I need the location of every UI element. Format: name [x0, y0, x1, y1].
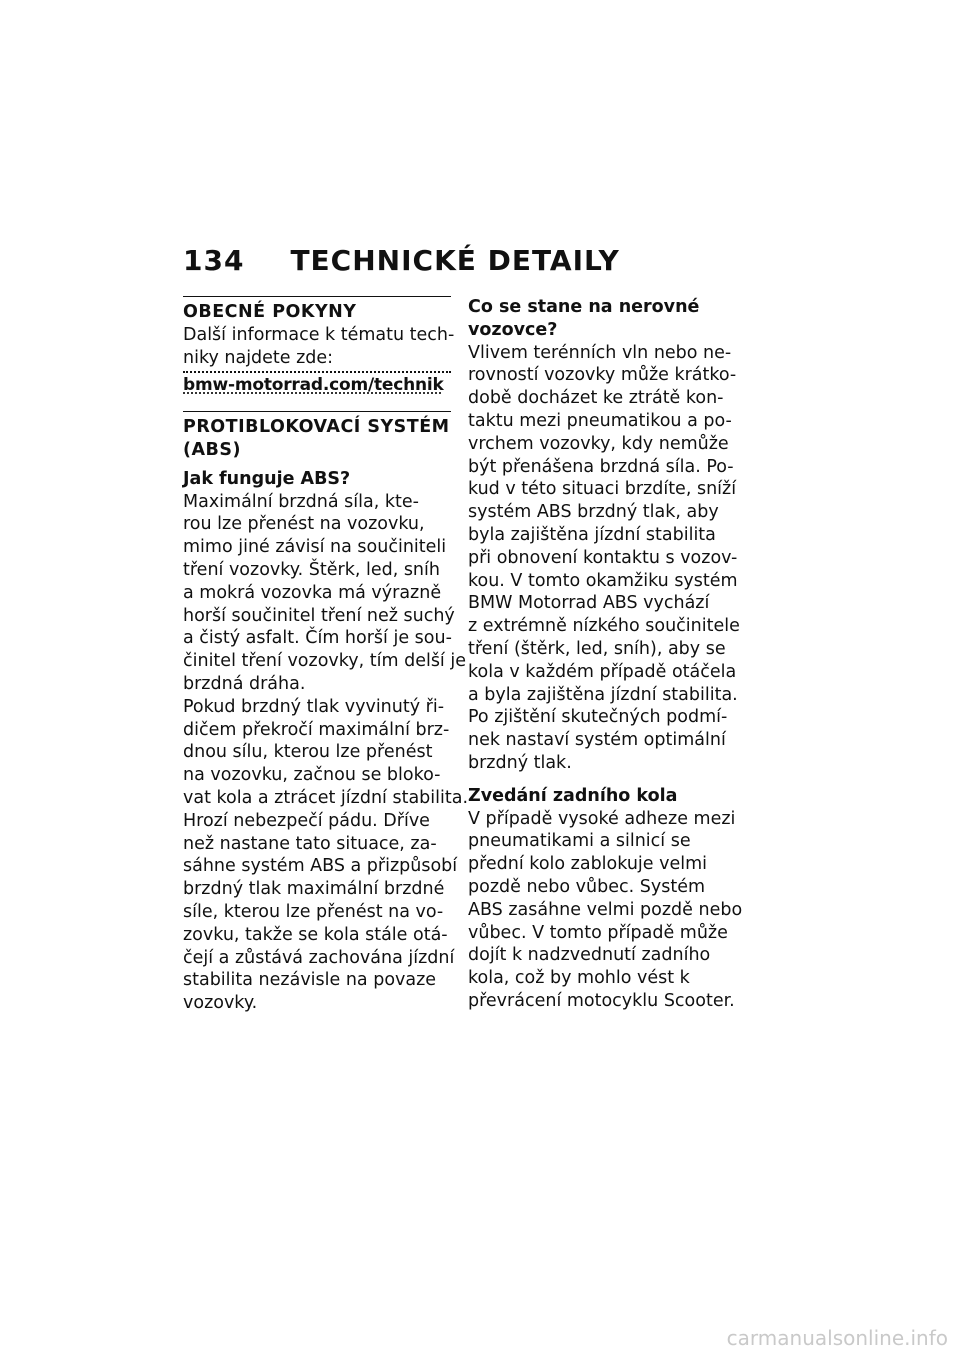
text-line: vrchem vozovky, kdy nemůže	[468, 433, 729, 454]
how-abs-works-text	[183, 491, 469, 1015]
subheading-rear-wheel-lift: Zvedání zadního kola	[468, 785, 678, 806]
subheading-how-abs-works: Jak funguje ABS?	[183, 468, 351, 489]
text-line: kola, což by mohlo vést k	[468, 968, 690, 989]
text-line: Maximální brzdná síla, kte-	[183, 491, 419, 512]
text-line: činitel tření vozovky, tím delší je	[183, 651, 466, 672]
text-line: rovností vozovky může krátko-	[468, 365, 737, 386]
text-line: pozdě nebo vůbec. Systém	[468, 876, 706, 897]
text-line: ABS zasáhne velmi pozdě nebo	[468, 899, 743, 920]
uneven-road-text	[468, 342, 740, 775]
text-line: pneumatikami a silnicí se	[468, 831, 691, 852]
subheading-uneven-road	[468, 296, 736, 342]
text-line: niky najdete zde:	[183, 347, 334, 368]
section-heading-general: OBECNÉ POKYNY	[183, 302, 357, 322]
text-line: vozovky.	[183, 993, 258, 1014]
text-line: převrácení motocyklu Scooter.	[468, 990, 735, 1011]
text-line: BMW Motorrad ABS vychází	[468, 593, 710, 614]
left-column	[183, 296, 469, 1015]
text-line: dnou sílu, kterou lze přenést	[183, 742, 433, 763]
watermark: carmanualsonline.info	[726, 1326, 948, 1350]
text-line: době docházet ke ztrátě kon-	[468, 388, 724, 409]
text-line: tření vozovky. Štěrk, led, sníh	[183, 559, 440, 580]
text-line: Vlivem terénních vln nebo ne-	[468, 342, 732, 363]
text-line: při obnovení kontaktu s vozov-	[468, 547, 738, 568]
text-line: tření (štěrk, led, sníh), aby se	[468, 638, 726, 659]
text-line: dičem překročí maximální brz-	[183, 719, 450, 740]
text-line: přední kolo zablokuje velmi	[468, 854, 708, 875]
text-line: taktu mezi pneumatikou a po-	[468, 410, 732, 431]
text-line: brzdná dráha.	[183, 673, 306, 694]
text-line: než nastane tato situace, za-	[183, 833, 437, 854]
text-line: Hrozí nebezpečí pádu. Dříve	[183, 810, 430, 831]
text-line: Po zjištění skutečných podmí-	[468, 707, 728, 728]
text-line: brzdný tlak.	[468, 752, 572, 773]
text-line: a mokrá vozovka má výrazně	[183, 582, 442, 603]
text-line: vat kola a ztrácet jízdní stabilita.	[183, 787, 469, 808]
text-line: z extrémně nízkého součinitele	[468, 616, 740, 637]
section-divider	[183, 411, 451, 412]
rear-wheel-lift-text	[468, 808, 743, 1013]
heading-line: PROTIBLOKOVACÍ SYSTÉM	[183, 417, 450, 438]
text-line: kola v každém případě otáčela	[468, 661, 737, 682]
text-line: na vozovku, začnou se bloko-	[183, 765, 441, 786]
page-number: 134	[183, 244, 245, 277]
text-line: zovku, takže se kola stále otá-	[183, 924, 448, 945]
text-line: nek nastaví systém optimální	[468, 730, 726, 751]
technik-link[interactable]: bmw-motorrad.com/technik	[183, 371, 451, 397]
text-line: kud v této situaci brzdíte, sníží	[468, 479, 737, 500]
heading-line: Co se stane na nerovné	[468, 297, 700, 317]
text-line: vůbec. V tomto případě může	[468, 922, 728, 943]
text-line: stabilita nezávisle na povaze	[183, 970, 437, 991]
text-line: být přenášena brzdná síla. Po-	[468, 456, 734, 477]
text-line: mimo jiné závisí na součiniteli	[183, 537, 447, 558]
text-line: V případě vysoké adheze mezi	[468, 808, 736, 829]
text-line: síle, kterou lze přenést na vo-	[183, 901, 444, 922]
text-line: Další informace k tématu tech-	[183, 324, 455, 345]
heading-line: (ABS)	[183, 439, 241, 460]
text-line: horší součinitel tření než suchý	[183, 605, 455, 626]
text-line: brzdný tlak maximální brzdné	[183, 879, 445, 900]
text-line: dojít k nadzvednutí zadního	[468, 945, 711, 966]
general-notes-text	[183, 324, 455, 370]
text-line: a čistý asfalt. Čím horší je sou-	[183, 628, 452, 649]
section-heading-abs	[183, 414, 451, 462]
text-line: sáhne systém ABS a přizpůsobí	[183, 856, 458, 877]
text-line: rou lze přenést na vozovku,	[183, 514, 425, 535]
text-line: a byla zajištěna jízdní stabilita.	[468, 684, 738, 705]
page-title: TECHNICKÉ DETAILY	[290, 244, 620, 277]
text-line: kou. V tomto okamžiku systém	[468, 570, 738, 591]
text-line: byla zajištěna jízdní stabilita	[468, 524, 716, 545]
heading-line: vozovce?	[468, 319, 558, 340]
text-line: Pokud brzdný tlak vyvinutý ři-	[183, 696, 445, 717]
text-line: systém ABS brzdný tlak, aby	[468, 502, 719, 523]
text-line: čejí a zůstává zachována jízdní	[183, 947, 455, 968]
section-divider	[183, 296, 451, 297]
right-column	[468, 296, 743, 1013]
page-header	[183, 244, 620, 277]
